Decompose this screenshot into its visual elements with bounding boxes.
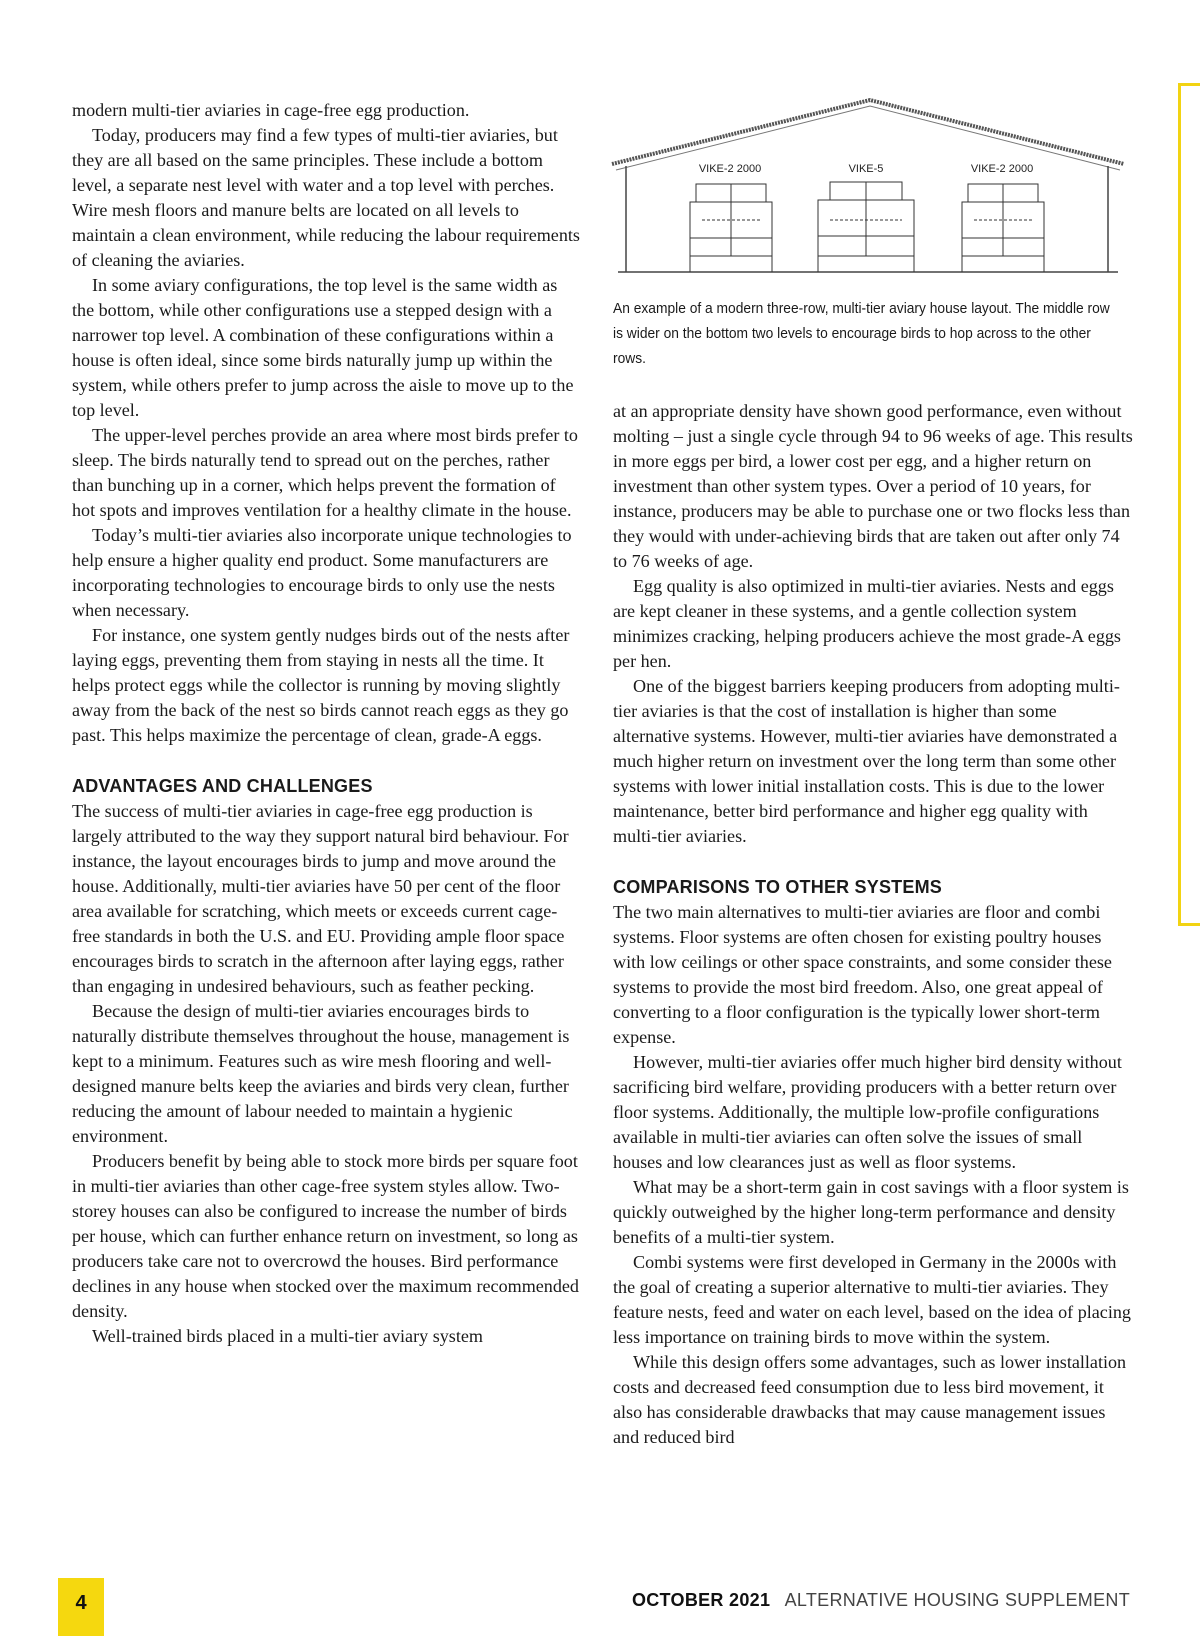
publication-title: ALTERNATIVE HOUSING SUPPLEMENT [784,1590,1130,1610]
aviary-unit-left [690,184,772,272]
paragraph: For instance, one system gently nudges birds out of the nests after laying eggs, preventing them from staying in nests all the time. It helps protect eggs while the collector is running by moving slightly away from the back of the nest so birds cannot reach eggs as they go past. This helps maximize the percentage of clean, grade-A eggs. [72,625,570,745]
paragraph: Combi systems were first developed in Germany in the 2000s with the goal of creating a superior alternative to multi-tier aviaries. They feature nests, feed and water on each level, based on the idea of placing less importance on training birds to move within the system. [613,1252,1131,1347]
paragraph: Well-trained birds placed in a multi-tier aviary system [92,1326,483,1346]
paragraph: While this design offers some advantages, such as lower installation costs and decreased feed consumption due to less bird movement, it also has considerable drawbacks that may cause management issues and reduced bird [613,1352,1127,1447]
section-heading: COMPARISONS TO OTHER SYSTEMS [613,877,942,897]
paragraph: Producers benefit by being able to stock more birds per square foot in multi-tier aviaries than other cage-free system styles allow. Two-storey houses can also be configured to increase the number of birds per house, which can further enhance return on investment, so long as producers take care not to overcrowd the houses. Bird performance declines in any house when stocked over the maximum recommended density. [72,1151,579,1321]
left-column [72,98,582,1349]
aviary-label-right: VIKE-2 2000 [970,163,1034,175]
aviary-unit-middle [818,182,914,272]
paragraph: Egg quality is also optimized in multi-tier aviaries. Nests and eggs are kept cleaner in these systems, and a gentle collection system minimizes cracking, helping producers achieve the most grade-A eggs per hen. [613,576,1121,671]
right-column [613,399,1135,1450]
figure-caption-text: An example of a modern three-row, multi-tier aviary house layout. The middle row is wider on the bottom two levels to encourage birds to hop across to the other rows. [613,300,1110,367]
aviary-label-middle: VIKE-5 [848,163,884,175]
page-number-tab [58,1578,104,1636]
paragraph: at an appropriate density have shown good performance, even without molting – just a single cycle through 94 to 96 weeks of age. This results in more eggs per bird, a lower cost per egg, and a higher return on investment than other system types. Over a period of 10 years, for instance, producers may be able to purchase one or two flocks less than they would with under-achieving birds that are taken out after only 74 to 76 weeks of age. [613,401,1133,571]
paragraph: modern multi-tier aviaries in cage-free egg production. [72,100,470,120]
aviary-label-left: VIKE-2 2000 [698,163,762,175]
yellow-side-bracket [1178,83,1200,926]
paragraph: The success of multi-tier aviaries in cage-free egg production is largely attributed to the way they support natural bird behaviour. For instance, the layout encourages birds to jump and move around the house. Additionally, multi-tier aviaries have 50 per cent of the floor area available for scratching, which meets or exceeds current cage-free standards in both the U.S. and EU. Providing ample floor space encourages birds to scratch in the afternoon after laying eggs, rather than engaging in undesired behaviours, such as feather pecking. [72,801,569,996]
page-footer [632,1590,1130,1611]
figure-caption [613,296,1110,371]
paragraph: In some aviary configurations, the top level is the same width as the bottom, while other configurations use a stepped design with a narrower top level. A combination of these configurations within a house is often ideal, since some birds naturally jump up within the system, while others prefer to jump across the aisle to move up to the top level. [72,275,574,420]
issue-date: OCTOBER 2021 [631,1590,771,1610]
aviary-unit-right [962,184,1044,272]
paragraph: Because the design of multi-tier aviaries encourages birds to naturally distribute themselves throughout the house, management is kept to a minimum. Features such as wire mesh flooring and well-designed manure belts keep the aviaries and birds very clean, further reducing the amount of labour needed to maintain a hygienic environment. [72,1001,570,1146]
paragraph: What may be a short-term gain in cost savings with a floor system is quickly outweighed by the higher long-term performance and density benefits of a multi-tier system. [613,1177,1129,1247]
paragraph: One of the biggest barriers keeping producers from adopting multi-tier aviaries is that the cost of installation is higher than some alternative systems. However, multi-tier aviaries have demonstrated a much higher return on investment over the long term than some other systems with lower initial installation costs. This is due to the lower maintenance, better bird performance and higher egg quality with multi-tier aviaries. [613,676,1120,846]
section-heading: ADVANTAGES AND CHALLENGES [72,776,373,796]
paragraph: However, multi-tier aviaries offer much higher bird density without sacrificing bird welfare, providing producers with a better return over floor systems. Additionally, the multiple low-profile configurations available in multi-tier aviaries can often solve the issues of small houses and low clearances just as well as floor systems. [613,1052,1122,1172]
aviary-layout-figure [608,92,1128,292]
paragraph: Today, producers may find a few types of multi-tier aviaries, but they are all based on the same principles. These include a bottom level, a separate nest level with water and a top level with perches. Wire mesh floors and manure belts are located on all levels to maintain a clean environment, while reducing the labour requirements of cleaning the aviaries. [72,125,580,270]
paragraph: The upper-level perches provide an area where most birds prefer to sleep. The birds naturally tend to spread out on the perches, rather than bunching up in a corner, which helps prevent the formation of hot spots and improves ventilation for a healthy climate in the house. [72,425,578,520]
page-number: 4 [75,1592,87,1614]
paragraph: Today’s multi-tier aviaries also incorporate unique technologies to help ensure a higher quality end product. Some manufacturers are incorporating technologies to encourage birds to only use the nests when necessary. [72,525,572,620]
paragraph: The two main alternatives to multi-tier aviaries are floor and combi systems. Floor systems are often chosen for existing poultry houses with low ceilings or other space constraints, and some consider these systems to provide the most bird freedom. Also, one great appeal of converting to a floor configuration is the typically lower short-term expense. [613,902,1112,1047]
